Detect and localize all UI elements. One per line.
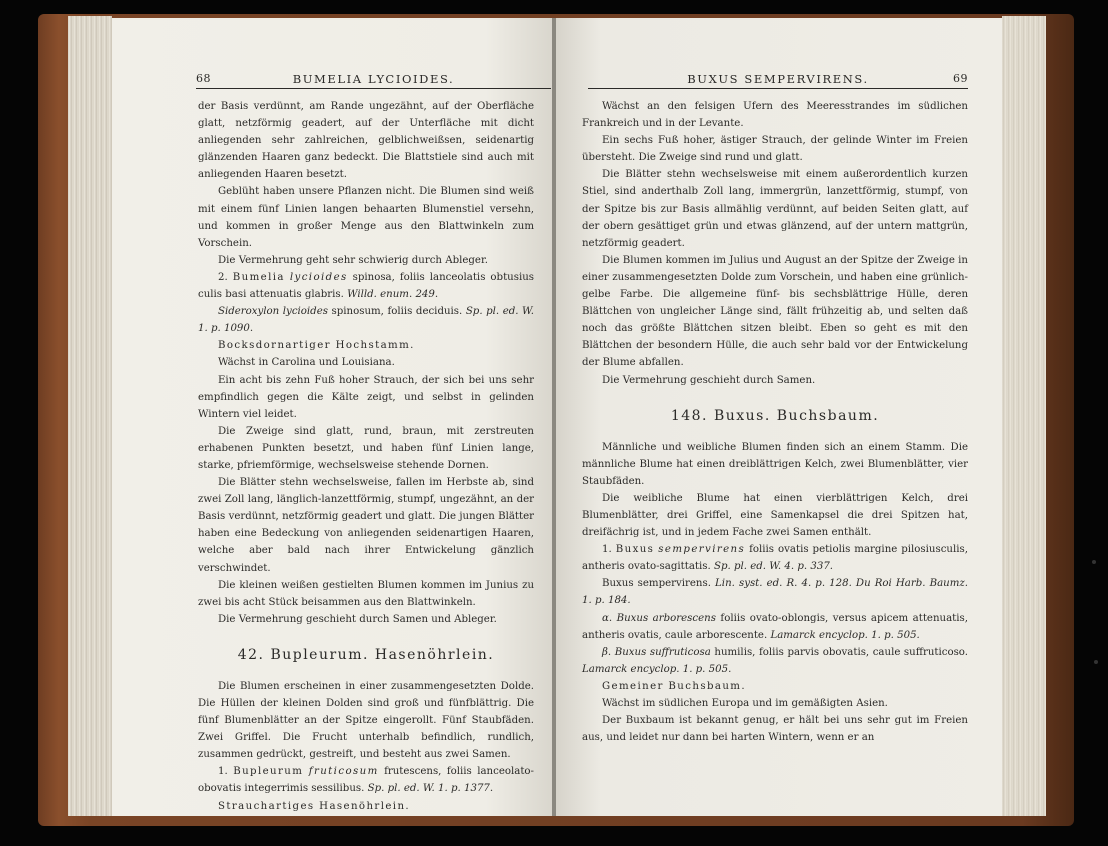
paragraph: Ein sechs Fuß hoher, ästiger Strauch, der gelinde Winter im Freien übersteht. Die Zweige sind rund und glatt. <box>582 135 968 164</box>
running-title: BUMELIA LYCIOIDES. <box>292 72 455 86</box>
reference: Sp. pl. ed. W. 1. p. 1377. <box>367 783 494 795</box>
variety-beta: β. Buxus suffruticosa humilis, foliis parvis obovatis, caule suffruticoso. Lamarck encyclop. 1. p. 505. <box>582 646 968 675</box>
paragraph: Die weibliche Blume hat einen vierblättrigen Kelch, drei Blumenblätter, drei Griffel, eine Samenkapsel die drei Spitzen hat, dreifächrig ist, und in jedem Fache zwei Samen enthält. <box>582 492 968 539</box>
paragraph: Männliche und weibliche Blumen finden sich an einem Stamm. Die männliche Blume hat einen dreiblättrigen Kelch, zwei Blumenblätter, vier Staubfäden. <box>582 441 968 487</box>
species-entry: 1. Bupleurum fruticosum frutescens, foliis lanceolato-obovatis integerrimis sessilibus. Sp. pl. ed. W. 1. p. 1377. <box>198 766 534 795</box>
genus-name: Bumelia <box>232 271 285 283</box>
header-rule <box>196 88 551 89</box>
section-common: Buchsbaum. <box>776 407 880 424</box>
paragraph: Die Blätter stehn wechselsweise mit einem außerordentlich kurzen Stiel, sind anderthalb Zoll lang, immergrün, lanzettförmig, stumpf, von der Spitze bis zur Basis allmählig verdünnt, auf beiden Seiten glatt, auf der obern gesättiget grün und etwas glänzend, auf der untern mattgrün, netzförmig geadert. <box>582 169 968 249</box>
paragraph: Die Vermehrung geschieht durch Samen und Ableger. <box>218 613 497 625</box>
paragraph: Die Blumen erscheinen in einer zusammengesetzten Dolde. Die Hüllen der kleinen Dolden sind groß und fünfblättrig. Die fünf Blumenblätter an der Spitze eingerollt. Fünf Staubfäden. Zwei Griffel. Die Frucht unterhalb befindlich, rundlich, zusammen gedrückt, gestreift, und besteht aus zwei Samen. <box>198 680 534 761</box>
epithet: sempervirens <box>658 544 746 556</box>
page-number: 68 <box>196 72 211 85</box>
common-name: Strauchartiges Hasenöhrlein. <box>218 800 411 812</box>
left-page-body <box>198 98 534 815</box>
paragraph: Die Vermehrung geschieht durch Samen. <box>602 374 816 386</box>
species-entry: 2. Bumelia lycioides spinosa, foliis lanceolatis obtusius culis basi attenuatis glabris. Willd. enum. 249. <box>198 271 534 301</box>
paragraph: Der Buxbaum ist bekannt genug, er hält bei uns sehr gut im Freien aus, und leidet nur dann bei harten Wintern, wenn er an <box>582 715 968 744</box>
common-name: Gemeiner Buchsbaum. <box>602 680 747 692</box>
paragraph: Wächst an den felsigen Ufern des Meeresstrandes im südlichen Frankreich und in der Levante. <box>582 101 968 130</box>
section-common: Hasenöhrlein. <box>374 646 495 663</box>
paragraph: Die Vermehrung geht sehr schwierig durch Ableger. <box>218 254 488 266</box>
synonym-entry: Buxus sempervirens. Lin. syst. ed. R. 4. p. 128. Du Roi Harb. Baumz. 1. p. 184. <box>582 578 968 607</box>
page-edges-left <box>68 16 112 816</box>
margin-speck <box>1094 660 1098 664</box>
paragraph: Die Blätter stehn wechselsweise, fallen im Herbste ab, sind zwei Zoll lang, länglich-lanzettförmig, stumpf, ungezähnt, an der Basis verdünnt, netzförmig geadert und glatt. Die jungen Blätter haben eine Bedeckung von anliegenden seidenartigen Haaren, welche aber bald nach ihrer Entwickelung gänzlich verschwindet. <box>198 477 534 574</box>
reference: Willd. enum. 249. <box>347 289 439 301</box>
genus-name: Buxus <box>615 544 655 556</box>
section-genus: Bupleurum. <box>270 646 369 663</box>
variety-alpha: α. Buxus arborescens foliis ovato-oblongis, versus apicem attenuatis, antheris ovatis, caule arborescente. Lamarck encyclop. 1. p. 505. <box>582 612 968 641</box>
header-rule <box>588 88 968 89</box>
left-page-header <box>196 72 551 88</box>
paragraph: Die kleinen weißen gestielten Blumen kommen im Junius zu zwei bis acht Stück beisammen aus den Blattwinkeln. <box>198 579 534 608</box>
paragraph: Ein acht bis zehn Fuß hoher Strauch, der sich bei uns sehr empfindlich gegen die Kälte zeigt, und selbst in gelinden Wintern viel leidet. <box>198 374 534 420</box>
habitat: Wächst im südlichen Europa und im gemäßigten Asien. <box>602 698 888 709</box>
paragraph: der Basis verdünnt, am Rande ungezähnt, auf der Oberfläche glatt, netzförmig geadert, auf der Unterfläche mit dicht anliegenden sehr zahlreichen, gelblichweißsen, seidenartig glänzenden Haaren ganz bedeckt. Die Blattstiele sind auch mit anliegenden Haaren besetzt. <box>198 101 534 181</box>
right-page-body <box>582 98 968 746</box>
epithet: lycioides <box>289 271 348 283</box>
epithet: fruticosum <box>308 766 379 778</box>
genus-name: Bupleurum <box>233 766 304 778</box>
habitat: Wächst in Carolina und Louisiana. <box>218 357 395 369</box>
left-page <box>112 18 552 816</box>
section-genus: Buxus. <box>713 407 771 424</box>
right-page-header <box>588 72 968 88</box>
running-title: BUXUS SEMPERVIRENS. <box>687 72 869 86</box>
reference: Sp. pl. ed. W. 4. p. 337. <box>713 561 834 573</box>
species-entry: 1. Buxus sempervirens foliis ovatis petiolis margine pilosiusculis, antheris ovato-sagittatis. Sp. pl. ed. W. 4. p. 337. <box>582 544 968 573</box>
section-heading: 148. Buxus. Buchsbaum. <box>670 407 880 424</box>
page-edges-right <box>1002 16 1046 816</box>
synonym-entry: Sideroxylon lycioides spinosum, foliis deciduis. Sp. pl. ed. W. 1. p. 1090. <box>198 306 534 335</box>
right-page <box>556 18 1002 816</box>
paragraph: Die Zweige sind glatt, rund, braun, mit zerstreuten erhabenen Punkten besetzt, und haben fünf Linien lange, starke, pfriemförmige, wechselsweise stehende Dornen. <box>198 425 534 471</box>
paragraph: Geblüht haben unsere Pflanzen nicht. Die Blumen sind weiß mit einem fünf Linien langen behaarten Blumenstiel versehn, und kommen in großer Menge aus den Blattwinkeln zum Vorschein. <box>198 186 534 249</box>
paragraph: Die Blumen kommen im Julius und August an der Spitze der Zweige in einer zusammengesetzten Dolde zum Vorschein, und haben eine grünlich-gelbe Farbe. Die allgemeine fünf- bis sechsblättrige Hülle, deren Blättchen von ungleicher Länge sind, fällt frühzeitig ab, und selten daß noch das größte Blättchen sitzen bleibt. Eben so geht es mit den Blättchen der besondern Hülle, die auch sehr bald vor der Entwickelung der Blume abfallen. <box>582 254 968 369</box>
section-heading: 42. Bupleurum. Hasenöhrlein. <box>237 646 495 663</box>
margin-speck <box>1092 560 1096 564</box>
common-name: Bocksdornartiger Hochstamm. <box>218 340 415 352</box>
page-number: 69 <box>953 72 968 85</box>
